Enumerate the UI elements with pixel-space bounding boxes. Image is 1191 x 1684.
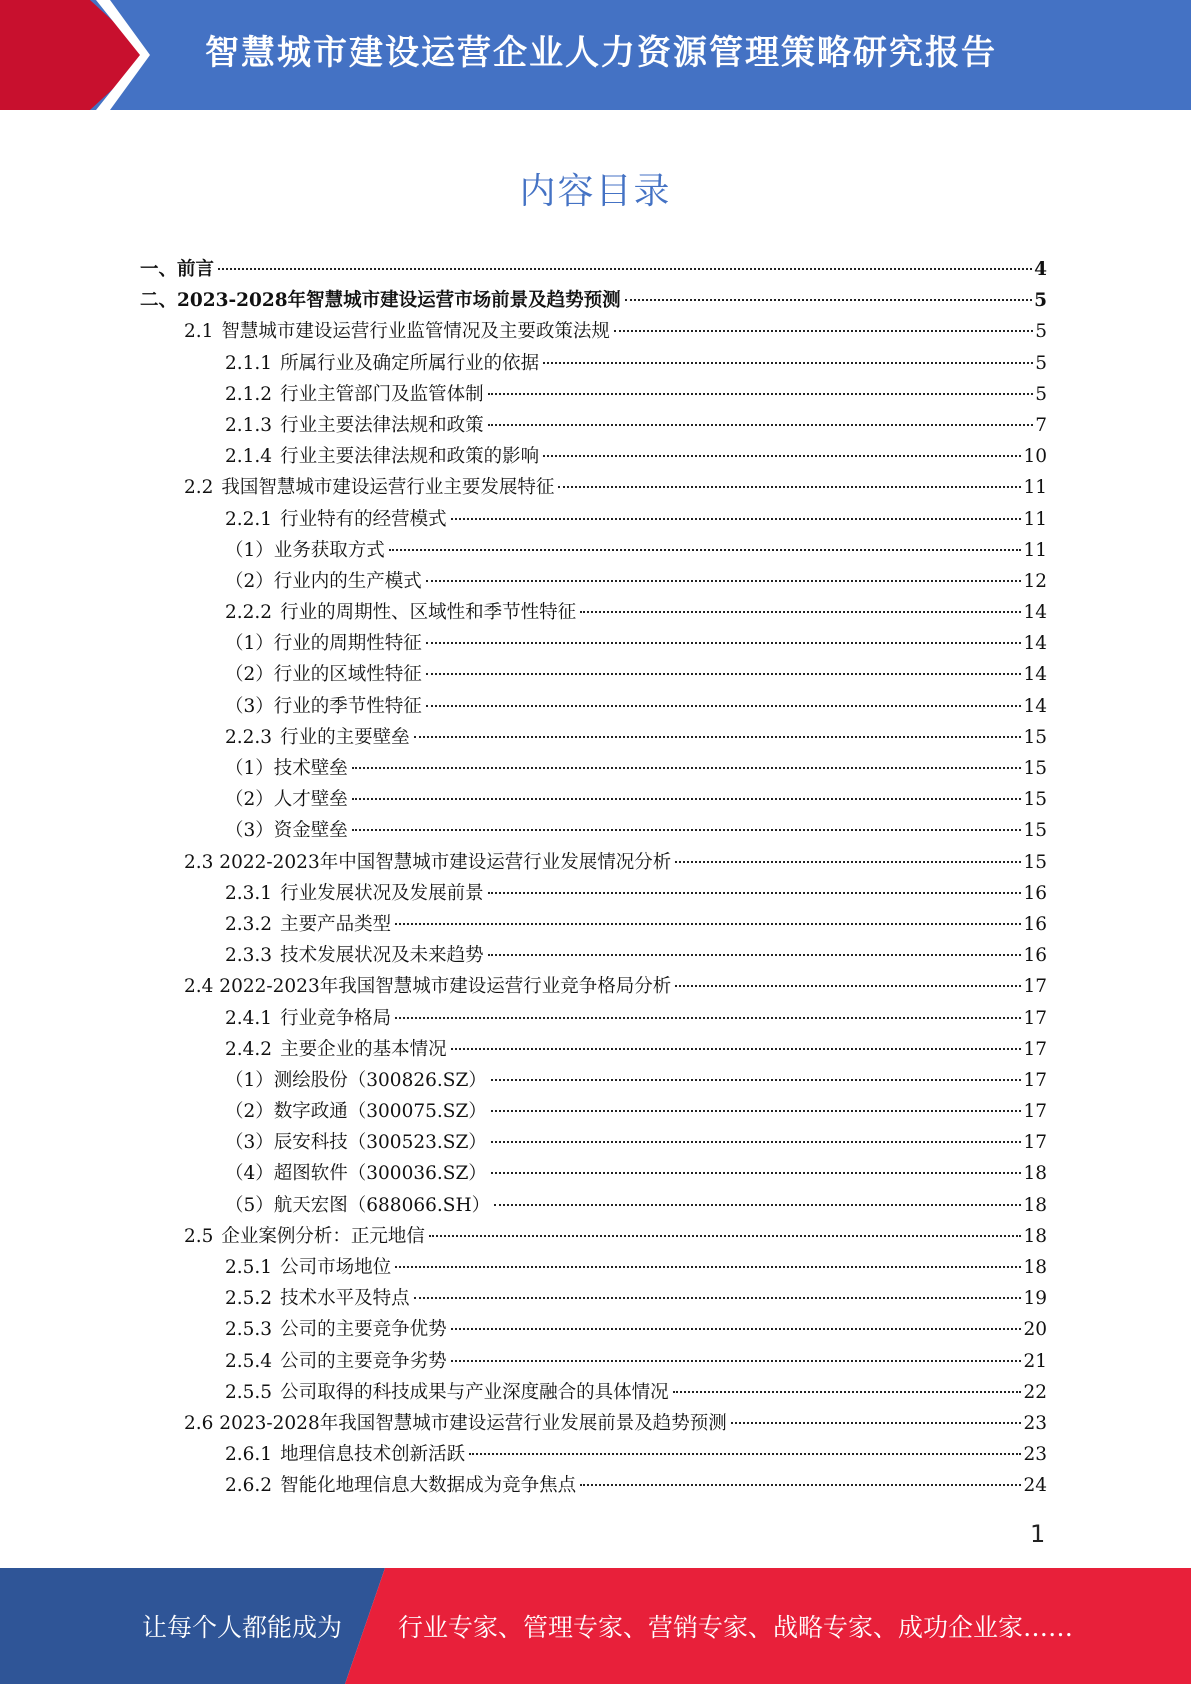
toc-dot-leader bbox=[414, 1296, 1022, 1299]
toc-entry[interactable] bbox=[140, 1065, 1047, 1096]
toc-entry-number: 2.3.2 bbox=[225, 913, 273, 935]
toc-entry-page: 16 bbox=[1023, 882, 1047, 904]
toc-entry-label: 行业主要法律法规和政策的影响 bbox=[280, 446, 540, 468]
toc-dot-leader bbox=[580, 610, 1021, 613]
toc-dot-leader bbox=[558, 485, 1021, 488]
toc-entry-page: 11 bbox=[1023, 508, 1047, 530]
toc-dot-leader bbox=[491, 1078, 1022, 1081]
toc-entry[interactable] bbox=[140, 1221, 1047, 1252]
toc-entry-number: 2.5.1 bbox=[225, 1257, 273, 1278]
toc-entry-number: 2.5 bbox=[184, 1225, 214, 1247]
toc-dot-leader bbox=[395, 1016, 1021, 1019]
toc-entry-label: 行业主管部门及监管体制 bbox=[280, 383, 484, 405]
toc-entry[interactable] bbox=[140, 566, 1047, 597]
toc-entry[interactable] bbox=[140, 878, 1047, 909]
toc-entry[interactable] bbox=[140, 909, 1047, 940]
toc-entry-page: 14 bbox=[1023, 633, 1047, 655]
toc-entry-label: 行业的主要壁垒 bbox=[280, 726, 410, 748]
toc-entry[interactable] bbox=[140, 753, 1047, 784]
toc-entry-page: 15 bbox=[1023, 789, 1047, 811]
toc-entry[interactable] bbox=[140, 691, 1047, 722]
toc-entry[interactable] bbox=[140, 410, 1047, 441]
toc-dot-leader bbox=[488, 891, 1022, 894]
toc-entry-label: （3）行业的季节性特征 bbox=[225, 695, 422, 717]
toc-entry-page: 11 bbox=[1023, 477, 1047, 499]
toc-entry-label: （4）超图软件（300036.SZ） bbox=[225, 1163, 487, 1185]
toc-entry[interactable] bbox=[140, 722, 1047, 753]
footer-slogan-left: 让每个人都能成为 bbox=[142, 1613, 343, 1642]
toc-entry-label: 所属行业及确定所属行业的依据 bbox=[280, 352, 540, 374]
toc-entry-page: 5 bbox=[1034, 290, 1047, 312]
toc-entry-page: 12 bbox=[1023, 570, 1047, 592]
toc-entry-page: 18 bbox=[1023, 1194, 1047, 1216]
toc-dot-leader bbox=[488, 392, 1034, 395]
page-footer bbox=[0, 1568, 1191, 1684]
toc-entry-number: 2.1.2 bbox=[225, 383, 273, 405]
toc-entry-label: 2.3 2022-2023年中国智慧城市建设运营行业发展情况分析 bbox=[184, 851, 672, 873]
toc-entry-number: 2.5.3 bbox=[225, 1319, 273, 1341]
toc-entry[interactable] bbox=[140, 1003, 1047, 1034]
toc-entry-page: 5 bbox=[1035, 321, 1047, 343]
toc-entry-label: 公司的主要竞争优势 bbox=[280, 1319, 447, 1341]
toc-entry-label: 公司市场地位 bbox=[280, 1257, 392, 1278]
toc-entry[interactable] bbox=[140, 659, 1047, 690]
toc-entry-number: 2.1.4 bbox=[225, 446, 273, 468]
toc-entry-label: 行业的周期性、区域性和季节性特征 bbox=[280, 602, 577, 624]
toc-dot-leader bbox=[625, 298, 1032, 301]
toc-entry-page: 24 bbox=[1023, 1475, 1047, 1497]
toc-entry-label: （1）行业的周期性特征 bbox=[225, 633, 422, 655]
toc-entry-number: 2.5.5 bbox=[225, 1381, 273, 1403]
toc-entry[interactable] bbox=[140, 940, 1047, 971]
toc-entry[interactable] bbox=[140, 1127, 1047, 1158]
toc-entry-number: 2.2.3 bbox=[225, 726, 273, 748]
toc-entry[interactable] bbox=[140, 847, 1047, 878]
toc-entry-label: （3）辰安科技（300523.SZ） bbox=[225, 1132, 487, 1154]
toc-entry-page: 23 bbox=[1023, 1412, 1047, 1434]
toc-entry-number: 2.1.3 bbox=[225, 414, 273, 436]
toc-entry-page: 17 bbox=[1023, 976, 1047, 998]
toc-dot-leader bbox=[352, 828, 1022, 831]
toc-dot-leader bbox=[731, 1421, 1022, 1424]
toc-entry-number: 2.2.1 bbox=[225, 508, 273, 530]
toc-dot-leader bbox=[426, 641, 1022, 644]
toc-dot-leader bbox=[352, 797, 1022, 800]
toc-dot-leader bbox=[491, 1109, 1022, 1112]
toc-entry-label: 智能化地理信息大数据成为竞争焦点 bbox=[280, 1475, 577, 1497]
toc-entry-label: 企业案例分析：正元地信 bbox=[221, 1225, 425, 1247]
toc-entry-label: 行业竞争格局 bbox=[280, 1007, 392, 1029]
toc-entry-page: 16 bbox=[1023, 945, 1047, 967]
toc-dot-leader bbox=[389, 548, 1022, 551]
toc-dot-leader bbox=[543, 361, 1033, 364]
toc-entry-page: 18 bbox=[1023, 1225, 1047, 1247]
toc-dot-leader bbox=[395, 1265, 1021, 1268]
toc-entry[interactable] bbox=[140, 316, 1047, 347]
toc-entry-page: 14 bbox=[1023, 695, 1047, 717]
toc-entry-page: 17 bbox=[1023, 1132, 1047, 1154]
table-of-contents bbox=[140, 254, 1047, 1502]
toc-entry-page: 17 bbox=[1023, 1101, 1047, 1123]
toc-entry[interactable] bbox=[140, 1252, 1047, 1283]
page-header bbox=[0, 0, 1191, 110]
toc-entry-label: （5）航天宏图（688066.SH） bbox=[225, 1194, 491, 1216]
toc-dot-leader bbox=[673, 1390, 1022, 1393]
toc-entry-label: 智慧城市建设运营行业监管情况及主要政策法规 bbox=[221, 321, 610, 343]
toc-dot-leader bbox=[491, 1140, 1022, 1143]
toc-dot-leader bbox=[451, 1047, 1022, 1050]
toc-entry[interactable] bbox=[140, 784, 1047, 815]
toc-entry[interactable] bbox=[140, 504, 1047, 535]
toc-dot-leader bbox=[543, 454, 1021, 457]
toc-entry-page: 7 bbox=[1035, 414, 1047, 436]
toc-entry-page: 18 bbox=[1023, 1257, 1047, 1278]
toc-entry-number: 2.4.2 bbox=[225, 1038, 273, 1060]
toc-entry-label: （2）行业内的生产模式 bbox=[225, 570, 422, 592]
toc-entry-page: 16 bbox=[1023, 913, 1047, 935]
toc-entry[interactable] bbox=[140, 348, 1047, 379]
toc-entry-label: 2.6 2023-2028年我国智慧城市建设运营行业发展前景及趋势预测 bbox=[184, 1412, 727, 1434]
toc-entry-page: 15 bbox=[1023, 726, 1047, 748]
toc-entry[interactable] bbox=[140, 1034, 1047, 1065]
toc-entry-label: 一、前言 bbox=[140, 259, 215, 280]
toc-entry-label: 技术水平及特点 bbox=[280, 1288, 410, 1310]
toc-entry-label: 行业发展状况及发展前景 bbox=[280, 882, 484, 904]
toc-entry-label: 2.4 2022-2023年我国智慧城市建设运营行业竞争格局分析 bbox=[184, 976, 672, 998]
toc-entry-page: 21 bbox=[1023, 1350, 1047, 1372]
toc-dot-leader bbox=[488, 423, 1034, 426]
toc-entry-label: （1）业务获取方式 bbox=[225, 539, 385, 561]
toc-entry-page: 15 bbox=[1023, 851, 1047, 873]
toc-entry-page: 14 bbox=[1023, 602, 1047, 624]
toc-entry-page: 5 bbox=[1035, 383, 1047, 405]
toc-entry[interactable] bbox=[140, 1439, 1047, 1470]
toc-entry-number: 2.4.1 bbox=[225, 1007, 273, 1029]
toc-entry[interactable] bbox=[140, 1158, 1047, 1189]
toc-dot-leader bbox=[614, 329, 1033, 332]
toc-entry[interactable] bbox=[140, 597, 1047, 628]
toc-entry-number: 2.5.2 bbox=[225, 1288, 273, 1310]
toc-entry-label: 我国智慧城市建设运营行业主要发展特征 bbox=[221, 477, 555, 499]
toc-entry-page: 14 bbox=[1023, 664, 1047, 686]
toc-entry[interactable] bbox=[140, 1314, 1047, 1345]
toc-dot-leader bbox=[352, 766, 1022, 769]
toc-entry-page: 19 bbox=[1023, 1288, 1047, 1310]
toc-entry-page: 10 bbox=[1023, 446, 1047, 468]
toc-entry[interactable] bbox=[140, 628, 1047, 659]
toc-dot-leader bbox=[218, 267, 1032, 270]
toc-dot-leader bbox=[675, 860, 1021, 863]
toc-entry-page: 17 bbox=[1023, 1007, 1047, 1029]
toc-entry[interactable] bbox=[140, 254, 1047, 285]
toc-entry-page: 15 bbox=[1023, 820, 1047, 842]
toc-dot-leader bbox=[429, 1234, 1022, 1237]
toc-entry-number: 2.3.1 bbox=[225, 882, 273, 904]
toc-entry-label: 主要产品类型 bbox=[280, 913, 392, 935]
toc-entry-label: 二、2023-2028年智慧城市建设运营市场前景及趋势预测 bbox=[140, 290, 621, 312]
toc-entry-number: 2.5.4 bbox=[225, 1350, 273, 1372]
toc-dot-leader bbox=[451, 1359, 1022, 1362]
toc-dot-leader bbox=[395, 922, 1021, 925]
toc-entry-page: 18 bbox=[1023, 1163, 1047, 1185]
toc-entry-label: 行业特有的经营模式 bbox=[280, 508, 447, 530]
toc-entry[interactable] bbox=[140, 535, 1047, 566]
toc-entry-label: （2）数字政通（300075.SZ） bbox=[225, 1101, 487, 1123]
toc-entry-number: 2.1 bbox=[184, 321, 214, 343]
toc-entry-label: （2）人才壁垒 bbox=[225, 789, 348, 811]
toc-dot-leader bbox=[451, 1327, 1022, 1330]
toc-entry-page: 17 bbox=[1023, 1038, 1047, 1060]
toc-entry[interactable] bbox=[140, 472, 1047, 503]
toc-entry-page: 4 bbox=[1034, 259, 1047, 280]
toc-entry[interactable] bbox=[140, 441, 1047, 472]
toc-entry[interactable] bbox=[140, 379, 1047, 410]
toc-dot-leader bbox=[426, 704, 1022, 707]
toc-entry-label: 主要企业的基本情况 bbox=[280, 1038, 447, 1060]
toc-entry-label: （1）技术壁垒 bbox=[225, 758, 348, 779]
toc-dot-leader bbox=[488, 953, 1022, 956]
toc-dot-leader bbox=[675, 984, 1021, 987]
toc-entry-page: 11 bbox=[1023, 539, 1047, 561]
toc-entry[interactable] bbox=[140, 1190, 1047, 1221]
toc-entry[interactable] bbox=[140, 1470, 1047, 1501]
toc-entry-label: （1）测绘股份（300826.SZ） bbox=[225, 1069, 487, 1091]
toc-entry-label: （3）资金壁垒 bbox=[225, 820, 348, 842]
footer-slogan-right: 行业专家、管理专家、营销专家、战略专家、成功企业家…… bbox=[398, 1613, 1074, 1642]
toc-entry[interactable] bbox=[140, 285, 1047, 316]
toc-entry[interactable] bbox=[140, 1408, 1047, 1439]
toc-dot-leader bbox=[580, 1483, 1021, 1486]
toc-dot-leader bbox=[494, 1203, 1021, 1206]
page-number: 1 bbox=[1030, 1520, 1046, 1548]
toc-entry-number: 2.6.1 bbox=[225, 1444, 273, 1466]
toc-dot-leader bbox=[414, 735, 1022, 738]
toc-entry[interactable] bbox=[140, 1283, 1047, 1314]
toc-entry-label: 公司的主要竞争劣势 bbox=[280, 1350, 447, 1372]
toc-entry-page: 23 bbox=[1023, 1444, 1047, 1466]
toc-entry[interactable] bbox=[140, 815, 1047, 846]
toc-entry-label: 地理信息技术创新活跃 bbox=[280, 1444, 466, 1466]
toc-heading: 内容目录 bbox=[519, 171, 672, 212]
toc-dot-leader bbox=[426, 579, 1022, 582]
toc-dot-leader bbox=[469, 1452, 1021, 1455]
toc-entry-number: 2.3.3 bbox=[225, 945, 273, 967]
toc-entry-number: 2.6.2 bbox=[225, 1475, 273, 1497]
toc-entry[interactable] bbox=[140, 1096, 1047, 1127]
toc-entry[interactable] bbox=[140, 1346, 1047, 1377]
toc-entry-page: 22 bbox=[1023, 1381, 1047, 1403]
toc-dot-leader bbox=[451, 517, 1022, 520]
toc-entry[interactable] bbox=[140, 1377, 1047, 1408]
toc-entry-number: 2.2.2 bbox=[225, 602, 273, 624]
toc-entry-label: （2）行业的区域性特征 bbox=[225, 664, 422, 686]
toc-entry-number: 2.2 bbox=[184, 477, 214, 499]
toc-entry-number: 2.1.1 bbox=[225, 352, 273, 374]
toc-entry-page: 5 bbox=[1035, 352, 1047, 374]
toc-entry-label: 行业主要法律法规和政策 bbox=[280, 414, 484, 436]
toc-entry-label: 技术发展状况及未来趋势 bbox=[280, 945, 484, 967]
toc-dot-leader bbox=[426, 672, 1022, 675]
toc-dot-leader bbox=[491, 1171, 1022, 1174]
toc-entry[interactable] bbox=[140, 971, 1047, 1002]
report-title: 智慧城市建设运营企业人力资源管理策略研究报告 bbox=[205, 33, 997, 73]
toc-entry-page: 17 bbox=[1023, 1069, 1047, 1091]
toc-entry-label: 公司取得的科技成果与产业深度融合的具体情况 bbox=[280, 1381, 669, 1403]
toc-entry-page: 15 bbox=[1023, 758, 1047, 779]
toc-entry-page: 20 bbox=[1023, 1319, 1047, 1341]
